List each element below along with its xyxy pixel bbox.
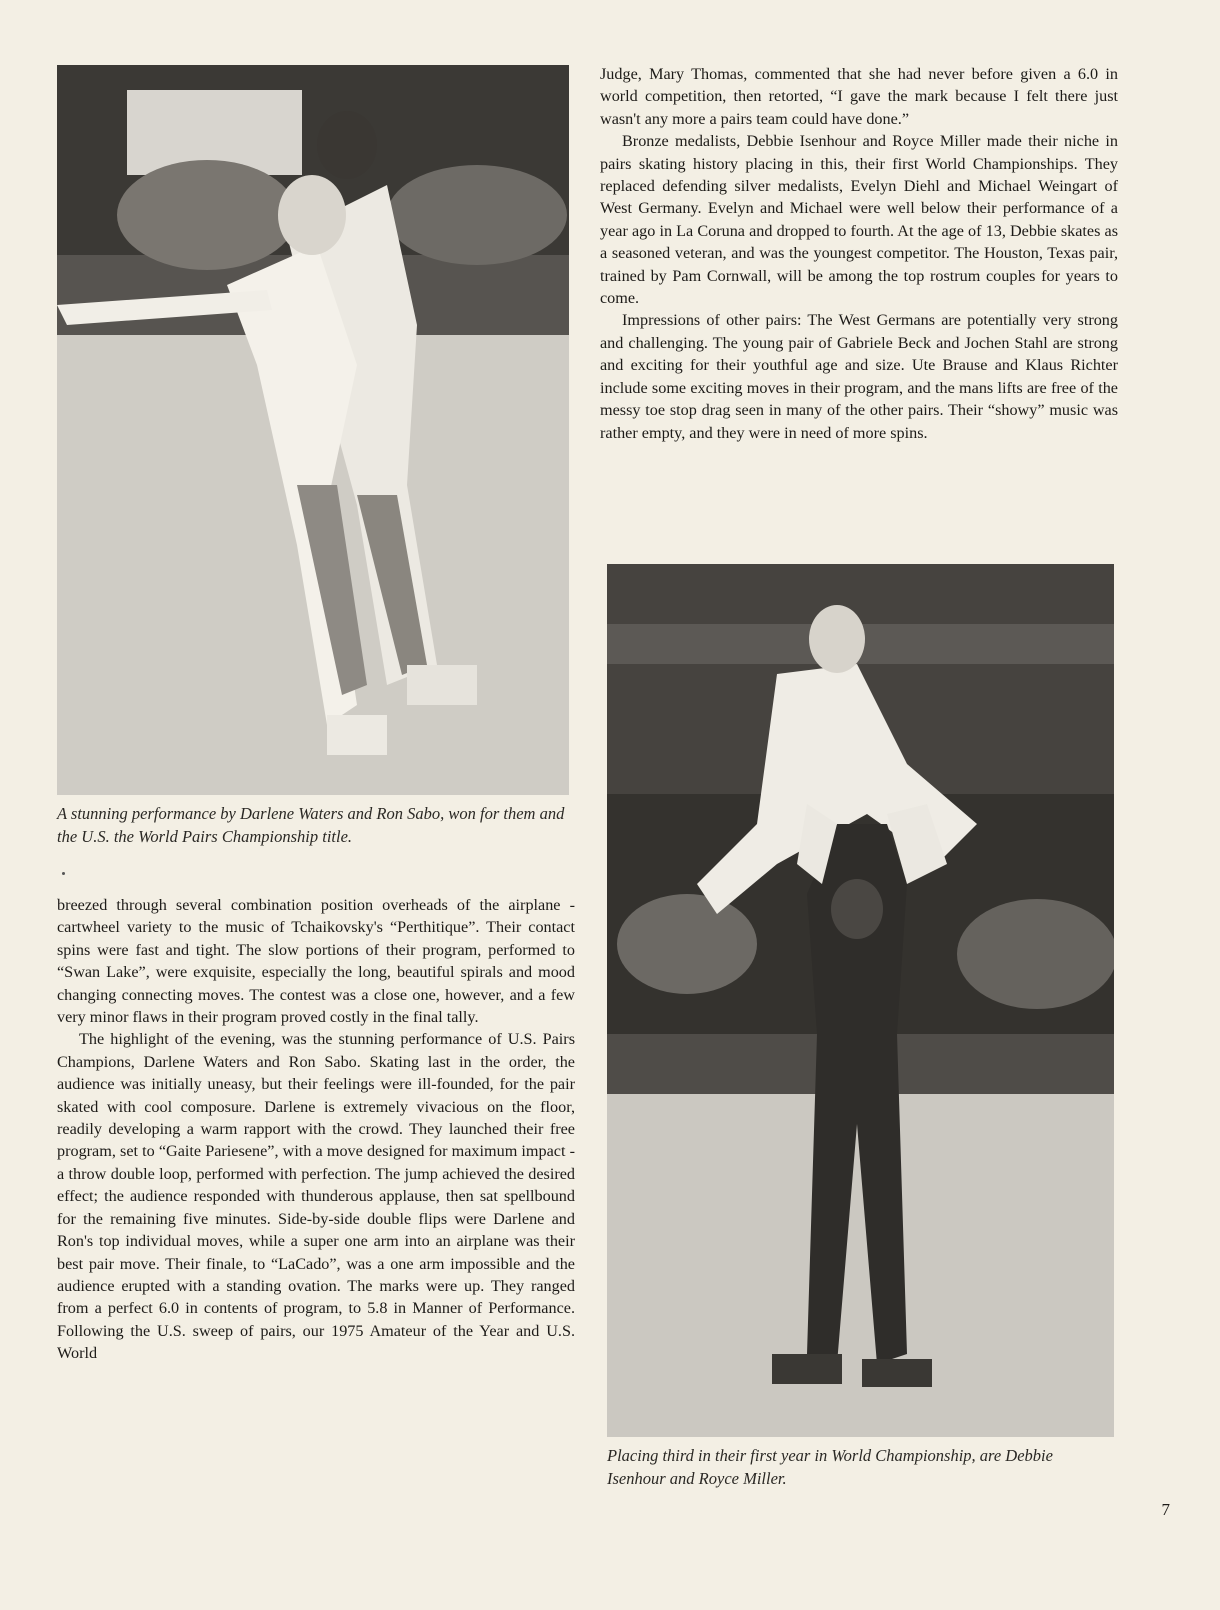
photo-waters-sabo-image: [57, 65, 569, 795]
bullet-dot: [62, 872, 65, 875]
page-number: 7: [1161, 1500, 1170, 1519]
right-paragraph-2: Bronze medalists, Debbie Isenhour and Royce Miller made their niche in pairs skating history placing in this, their first World Championships. They replaced defending silver medalists, Evelyn Diehl and Michael Weingart of West Germany. Evelyn and Michael were well below their performance of a year ago in La Coruna and dropped to fourth. At the age of 13, Debbie skates as a seasoned veteran, and was the youngest competitor. The Houston, Texas pair, trained by Pam Cornwall, will be among the top rostrum couples for years to come.: [600, 132, 1118, 308]
photo-waters-sabo: [57, 65, 569, 795]
left-paragraph-2: The highlight of the evening, was the stunning performance of U.S. Pairs Champions, Darlene Waters and Ron Sabo. Skating last in the order, the audience was initially uneasy, but their feelings were ill-founded, for the pair skated with cool composure. Darlene is extremely vivacious on the floor, readily developing a warm rapport with the crowd. They launched their free program, set to “Gaite Pariesene”, with a move designed for maximum impact - a throw double loop, performed with perfection. The jump achieved the desired effect; the audience responded with thunderous applause, then sat spellbound for the remaining five minutes. Side-by-side double flips were Darlene and Ron's top individual moves, while a super one arm into an airplane was their best pair move. Their finale, to “LaCado”, was a one arm impossible and the audience erupted with a standing ovation. The marks were up. They ranged from a perfect 6.0 in contents of program, to 5.8 in Manner of Performance. Following the U.S. sweep of pairs, our 1975 Amateur of the Year and U.S. World: [57, 1030, 575, 1363]
caption-right: Placing third in their first year in World Championship, are Debbie Isenhour and Royce Miller.: [607, 1446, 1053, 1488]
photo-isenhour-miller: [607, 564, 1114, 1437]
right-paragraph-1: Judge, Mary Thomas, commented that she had never before given a 6.0 in world competition, then retorted, “I gave the mark because I felt there just wasn't any more a pairs team could have done.”: [600, 65, 1118, 128]
right-column: [600, 63, 1118, 444]
left-paragraph-1: breezed through several combination position overheads of the airplane - cartwheel variety to the music of Tchaikovsky's “Perthitique”. Their contact spins were fast and tight. The slow portions of their program, performed to “Swan Lake”, were exquisite, especially the long, beautiful spirals and mood changing connecting moves. The contest was a close one, however, and a few very minor flaws in their program proved costly in the final tally.: [57, 896, 575, 1027]
right-paragraph-3: Impressions of other pairs: The West Germans are potentially very strong and challenging. The young pair of Gabriele Beck and Jochen Stahl are strong and exciting for their youthful age and size. Ute Brause and Klaus Richter include some exciting moves in their program, and the mans lifts are free of the messy toe stop drag seen in many of the other pairs. Their “showy” music was rather empty, and they were in need of more spins.: [600, 311, 1118, 442]
caption-left: A stunning performance by Darlene Waters and Ron Sabo, won for them and the U.S. the World Pairs Championship title.: [57, 804, 565, 846]
photo-isenhour-miller-image: [607, 564, 1114, 1437]
left-column: [57, 894, 575, 1365]
